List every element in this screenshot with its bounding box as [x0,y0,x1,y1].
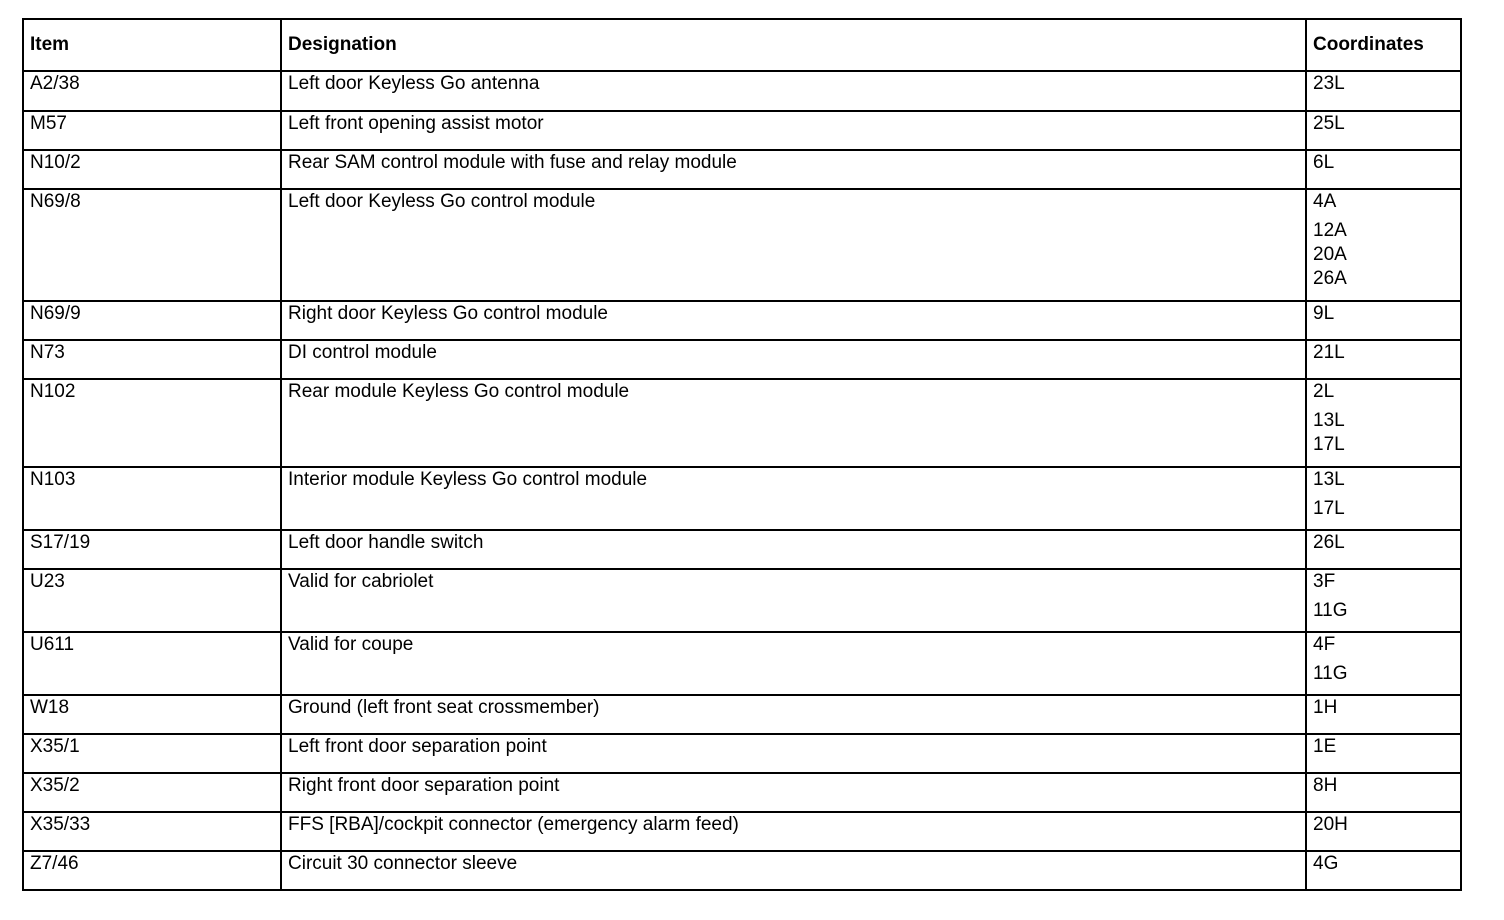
coordinate-value: 4A [1313,191,1337,212]
coordinates-cell [1306,71,1461,111]
designation-cell: DI control module [281,340,1306,379]
coordinate-value: 21L [1313,342,1345,363]
table-row [23,379,1461,467]
designation-cell: Right door Keyless Go control module [281,301,1306,340]
item-cell: N69/9 [23,301,281,340]
header-coordinates: Coordinates [1306,19,1461,71]
designation-cell: Left door handle switch [281,530,1306,569]
table-row [23,71,1461,111]
designation-cell: Rear module Keyless Go control module [281,379,1306,467]
designation-cell: Valid for coupe [281,632,1306,695]
table-row [23,851,1461,890]
coordinates-cell [1306,150,1461,189]
coordinates-cell [1306,773,1461,812]
coordinate-value: 26L [1313,532,1345,553]
table-row [23,695,1461,734]
coordinates-cell [1306,695,1461,734]
table-row [23,773,1461,812]
item-cell: W18 [23,695,281,734]
table-row [23,301,1461,340]
coordinate-value: 20H [1313,814,1348,835]
table-row [23,569,1461,632]
table-row [23,734,1461,773]
item-cell: Z7/46 [23,851,281,890]
coordinate-value: 4G [1313,853,1339,874]
coordinates-cell [1306,467,1461,530]
component-legend-table [22,18,1462,891]
coordinate-value: 1H [1313,697,1338,718]
designation-cell: Interior module Keyless Go control module [281,467,1306,530]
coordinate-value: 26A [1313,268,1347,289]
designation-cell: Rear SAM control module with fuse and relay module [281,150,1306,189]
designation-cell: FFS [RBA]/cockpit connector (emergency alarm feed) [281,812,1306,851]
table-row [23,150,1461,189]
coordinates-cell [1306,569,1461,632]
coordinate-value: 12A [1313,220,1347,241]
item-cell: S17/19 [23,530,281,569]
coordinate-value: 3F [1313,571,1336,592]
designation-cell: Right front door separation point [281,773,1306,812]
coordinate-value: 17L [1313,498,1345,519]
designation-cell: Circuit 30 connector sleeve [281,851,1306,890]
table-body [23,71,1461,890]
coordinates-cell [1306,379,1461,467]
item-cell: U23 [23,569,281,632]
item-cell: M57 [23,111,281,150]
table-row [23,340,1461,379]
coordinates-cell [1306,812,1461,851]
coordinates-cell [1306,111,1461,150]
coordinate-value: 8H [1313,775,1338,796]
item-cell: X35/33 [23,812,281,851]
designation-cell: Valid for cabriolet [281,569,1306,632]
designation-cell: Left front opening assist motor [281,111,1306,150]
item-cell: X35/2 [23,773,281,812]
coordinate-value: 9L [1313,303,1335,324]
coordinate-value: 11G [1313,663,1348,684]
coordinate-value: 23L [1313,73,1345,94]
item-cell: A2/38 [23,71,281,111]
coordinates-cell [1306,189,1461,301]
table-row [23,812,1461,851]
designation-cell: Left front door separation point [281,734,1306,773]
coordinates-cell [1306,301,1461,340]
item-cell: N103 [23,467,281,530]
designation-cell: Ground (left front seat crossmember) [281,695,1306,734]
item-cell: X35/1 [23,734,281,773]
item-cell: N69/8 [23,189,281,301]
designation-cell: Left door Keyless Go antenna [281,71,1306,111]
designation-cell: Left door Keyless Go control module [281,189,1306,301]
header-designation: Designation [281,19,1306,71]
coordinates-cell [1306,734,1461,773]
coordinate-value: 4F [1313,634,1336,655]
coordinate-value: 13L [1313,469,1345,490]
item-cell: N102 [23,379,281,467]
header-row [23,19,1461,71]
coordinate-value: 20A [1313,244,1347,265]
table-row [23,467,1461,530]
header-item: Item [23,19,281,71]
coordinate-value: 6L [1313,152,1335,173]
coordinates-cell [1306,851,1461,890]
item-cell: N73 [23,340,281,379]
item-cell: N10/2 [23,150,281,189]
coordinate-value: 13L [1313,410,1345,431]
table-row [23,632,1461,695]
table-row [23,111,1461,150]
coordinate-value: 1E [1313,736,1337,757]
coordinate-value: 17L [1313,434,1345,455]
item-cell: U611 [23,632,281,695]
coordinate-value: 25L [1313,113,1345,134]
coordinate-value: 11G [1313,600,1348,621]
coordinates-cell [1306,530,1461,569]
coordinates-cell [1306,632,1461,695]
coordinate-value: 2L [1313,381,1335,402]
coordinates-cell [1306,340,1461,379]
table-row [23,530,1461,569]
table-row [23,189,1461,301]
